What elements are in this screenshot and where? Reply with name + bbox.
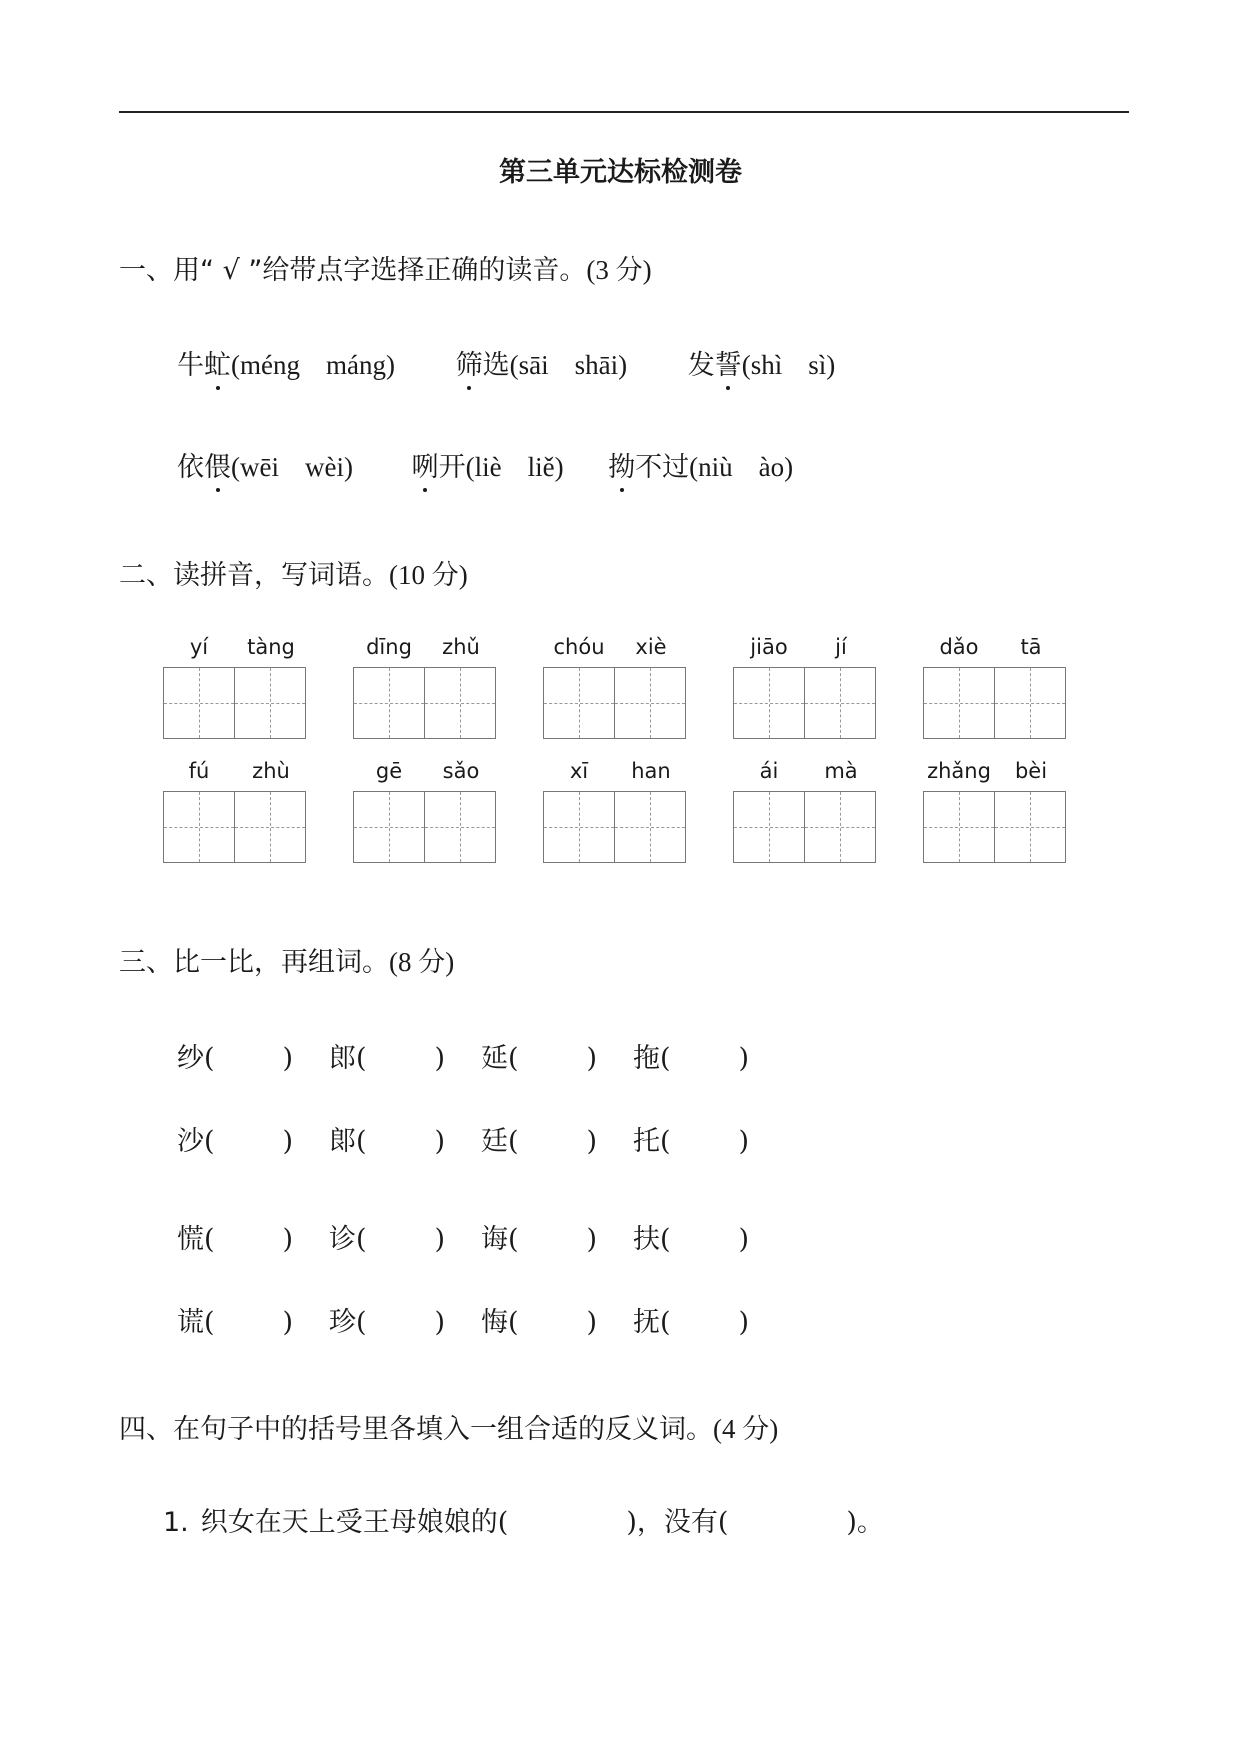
- word-box-group: ái mà: [733, 759, 877, 863]
- section-3-heading: 三、比一比，再组词。(8 分): [119, 947, 455, 978]
- page-title: 第三单元达标检测卷: [499, 157, 742, 188]
- writing-boxes[interactable]: [733, 667, 876, 739]
- pron-item: 发誓(shì sì): [688, 343, 836, 382]
- compare-row: 谎( ) 珍( ) 悔( ) 抚( ): [177, 1307, 750, 1338]
- word-box-group: dǎo tā: [923, 635, 1067, 739]
- word-box-group: chóu xiè: [543, 635, 687, 739]
- writing-boxes[interactable]: [923, 667, 1066, 739]
- word-box-group: jiāo jí: [733, 635, 877, 739]
- writing-boxes[interactable]: [163, 667, 306, 739]
- top-rule: [119, 111, 1129, 113]
- writing-boxes[interactable]: [543, 791, 686, 863]
- pron-item: 依偎(wēi wèi): [177, 445, 353, 484]
- section-2-heading: 二、读拼音，写词语。(10 分): [119, 560, 468, 591]
- section-4-heading: 四、在句子中的括号里各填入一组合适的反义词。(4 分): [119, 1414, 779, 1445]
- pronunciation-row-1: [177, 343, 881, 382]
- pron-item: 拗不过(niù ào): [608, 445, 793, 484]
- word-box-group: xī han: [543, 759, 687, 863]
- writing-boxes[interactable]: [163, 791, 306, 863]
- pron-item: 筛选(sāi shāi): [456, 343, 628, 382]
- word-box-group: zhǎng bèi: [923, 759, 1067, 863]
- pron-item: 咧开(liè liě): [412, 445, 564, 484]
- pron-item: 牛虻(méng máng): [177, 343, 395, 382]
- compare-row: 纱( ) 郎( ) 延( ) 拖( ): [177, 1043, 750, 1074]
- word-box-group: dīng zhǔ: [353, 635, 497, 739]
- word-box-group: fú zhù: [163, 759, 307, 863]
- writing-boxes[interactable]: [923, 791, 1066, 863]
- pronunciation-row-2: [177, 445, 839, 484]
- compare-row: 慌( ) 诊( ) 诲( ) 扶( ): [177, 1224, 750, 1255]
- word-box-group: gē sǎo: [353, 759, 497, 863]
- word-box-group: yí tàng: [163, 635, 307, 739]
- writing-boxes[interactable]: [543, 667, 686, 739]
- sentence-1: 1. 织女在天上受王母娘娘的( )，没有( )。: [163, 1507, 884, 1538]
- section-1-heading: 一、用“ √ ”给带点字选择正确的读音。(3 分): [119, 255, 652, 286]
- writing-boxes[interactable]: [353, 667, 496, 739]
- writing-boxes[interactable]: [353, 791, 496, 863]
- compare-row: 沙( ) 郞( ) 廷( ) 托( ): [177, 1126, 750, 1157]
- writing-boxes[interactable]: [733, 791, 876, 863]
